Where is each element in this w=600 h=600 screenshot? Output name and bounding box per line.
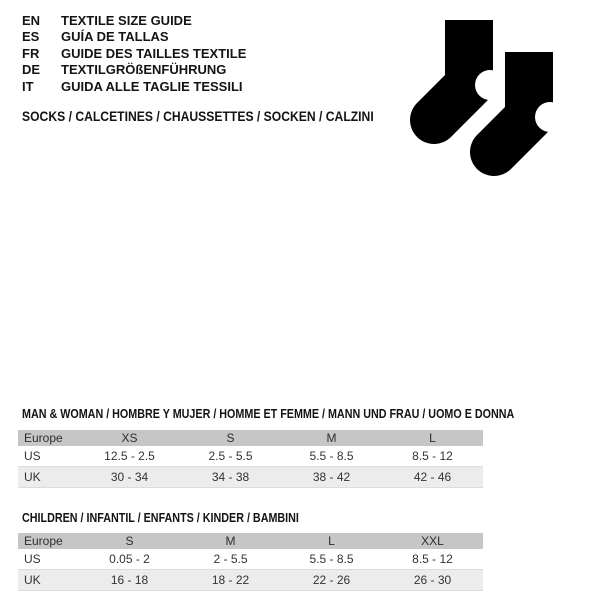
header-cell-region: Europe [18,430,79,446]
table-title-text: MAN & WOMAN / HOMBRE Y MUJER / HOMME ET FEMME / MANN UND FRAU / UOMO E DONNA [22,407,515,421]
language-label: TEXTILE SIZE GUIDE [61,13,192,28]
language-code: DE [22,62,41,78]
size-cell: 2.5 - 5.5 [208,449,253,463]
size-table-children [18,533,483,591]
size-cell: 22 - 26 [312,573,351,587]
language-row-it [22,79,246,95]
language-label: GUIDE DES TAILLES TEXTILE [61,45,247,61]
size-cell: 5.5 - 8.5 [309,552,354,566]
size-cell: 12.5 - 2.5 [104,449,155,463]
size-cell: 26 - 30 [413,573,452,587]
size-table-adults [18,430,483,488]
table-title-text: CHILDREN / INFANTIL / ENFANTS / KINDER / BAMBINI [22,511,299,525]
table-row-uk [18,570,483,591]
size-cell: 2 - 5.5 [213,552,248,566]
socks-icon [400,10,580,185]
table-header-row [18,430,483,446]
language-label: GUIDA ALLE TAGLIE TESSILI [61,78,243,94]
header-cell-size: M [180,533,281,549]
header-cell-size: L [281,533,382,549]
language-label: GUÍA DE TALLAS [61,29,169,45]
table-row-us [18,549,483,570]
header-cell-size: S [79,533,180,549]
table-title-children [22,511,344,525]
table-header-row [18,533,483,549]
category-line: SOCKS / CALCETINES / CHAUSSETTES / SOCKEN / CALZINI [22,109,374,124]
size-cell: 18 - 22 [211,573,250,587]
language-row-en [22,13,246,29]
row-label: UK [24,573,41,587]
header-cell-size: XS [79,430,180,446]
size-cell: 38 - 42 [312,470,351,484]
row-label: US [24,552,41,566]
table-title-adults [22,407,594,421]
size-cell: 8.5 - 12 [412,552,453,566]
header-cell-size: XXL [382,533,483,549]
sock-right-icon [494,52,565,152]
table-row-uk [18,467,483,488]
table-row-us [18,446,483,467]
language-label: TEXTILGRÖßENFÜHRUNG [61,62,227,78]
header-cell-size: S [180,430,281,446]
size-cell: 34 - 38 [211,470,250,484]
row-label: US [24,449,41,463]
language-row-es [22,29,246,45]
language-code: FR [22,45,40,61]
size-cell: 5.5 - 8.5 [309,449,354,463]
language-row-fr [22,46,246,62]
language-code: EN [22,13,41,28]
size-cell: 30 - 34 [110,470,149,484]
size-cell: 16 - 18 [110,573,149,587]
language-code: IT [22,78,34,94]
size-cell: 0.05 - 2 [109,552,150,566]
language-code: ES [22,29,40,45]
size-cell: 42 - 46 [413,470,452,484]
language-row-de [22,62,246,78]
size-cell: 8.5 - 12 [412,449,453,463]
language-list [22,13,246,95]
header-cell-size: M [281,430,382,446]
row-label: UK [24,470,41,484]
sock-left-icon [434,20,505,120]
header-cell-region: Europe [18,533,79,549]
header-cell-size: L [382,430,483,446]
